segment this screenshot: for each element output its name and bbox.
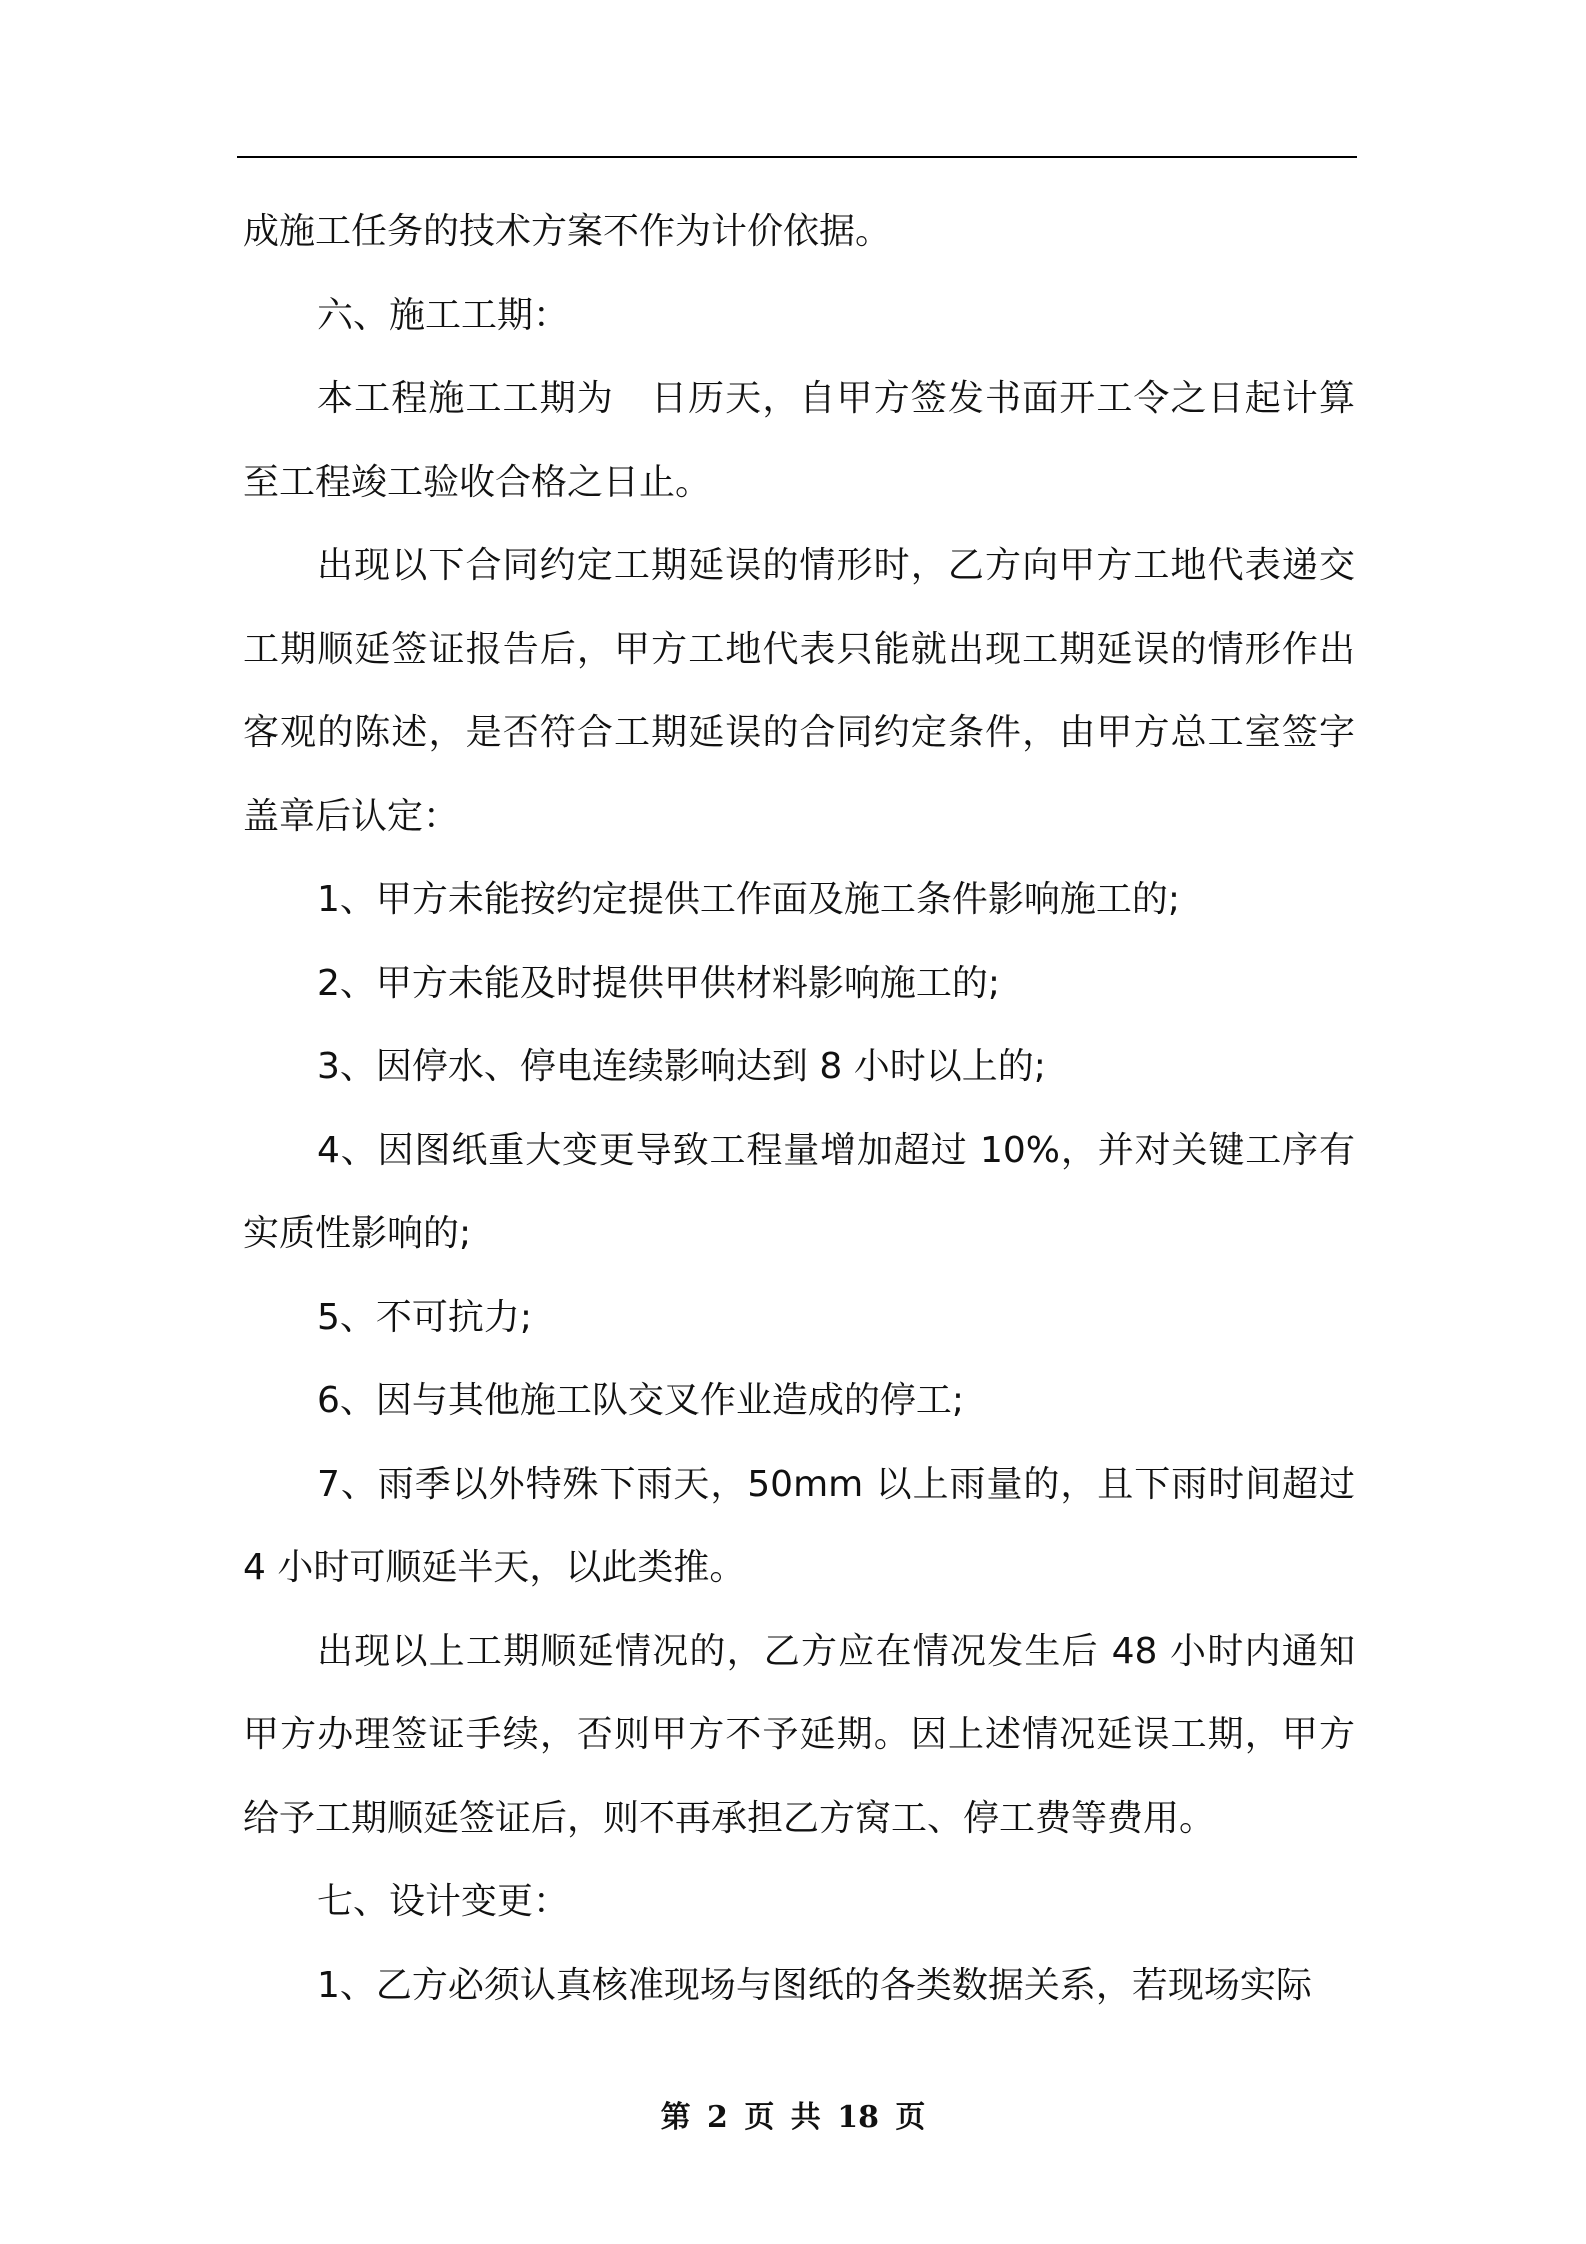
paragraph-extension-procedure: 出现以上工期顺延情况的，乙方应在情况发生后 48 小时内通知甲方办理签证手续，否则甲方不予延期。因上述情况延误工期，甲方给予工期顺延签证后，则不再承担乙方窝工、停工费等费用。 (243, 1630, 1355, 1839)
list-item-delay-7: 7、雨季以外特殊下雨天，50mm 以上雨量的，且下雨时间超过 4 小时可顺延半天，以此类推。 (243, 1463, 1355, 1588)
list-item-design-change-1: 1、乙方必须认真核准现场与图纸的各类数据关系，若现场实际 (317, 1964, 1312, 2006)
header-rule (237, 156, 1357, 158)
list-item-delay-3: 3、因停水、停电连续影响达到 8 小时以上的; (317, 1046, 1046, 1087)
list-item-delay-2: 2、甲方未能及时提供甲供材料影响施工的; (317, 962, 1001, 1004)
section-heading-design-change: 七、设计变更： (317, 1881, 570, 1922)
paragraph-continuation: 成施工任务的技术方案不作为计价依据。 (243, 211, 892, 252)
section-heading-schedule: 六、施工工期： (317, 294, 570, 336)
list-item-delay-5: 5、不可抗力; (317, 1296, 533, 1338)
page-number-footer: 第 2 页 共 18 页 (660, 2100, 926, 2135)
paragraph-delay-conditions: 出现以下合同约定工期延误的情形时，乙方向甲方工地代表递交工期顺延签证报告后，甲方工地代表只能就出现工期延误的情形作出客观的陈述，是否符合工期延误的合同约定条件，由甲方总工室签字盖章后认定： (243, 545, 1355, 837)
document-body (243, 190, 1355, 2027)
paragraph-schedule-duration: 本工程施工工期为 日历天，自甲方签发书面开工令之日起计算至工程竣工验收合格之日止。 (243, 378, 1355, 503)
list-item-delay-6: 6、因与其他施工队交叉作业造成的停工; (317, 1380, 965, 1421)
list-item-delay-4: 4、因图纸重大变更导致工程量增加超过 10%，并对关键工序有实质性影响的; (243, 1129, 1355, 1254)
list-item-delay-1: 1、甲方未能按约定提供工作面及施工条件影响施工的; (317, 879, 1181, 920)
